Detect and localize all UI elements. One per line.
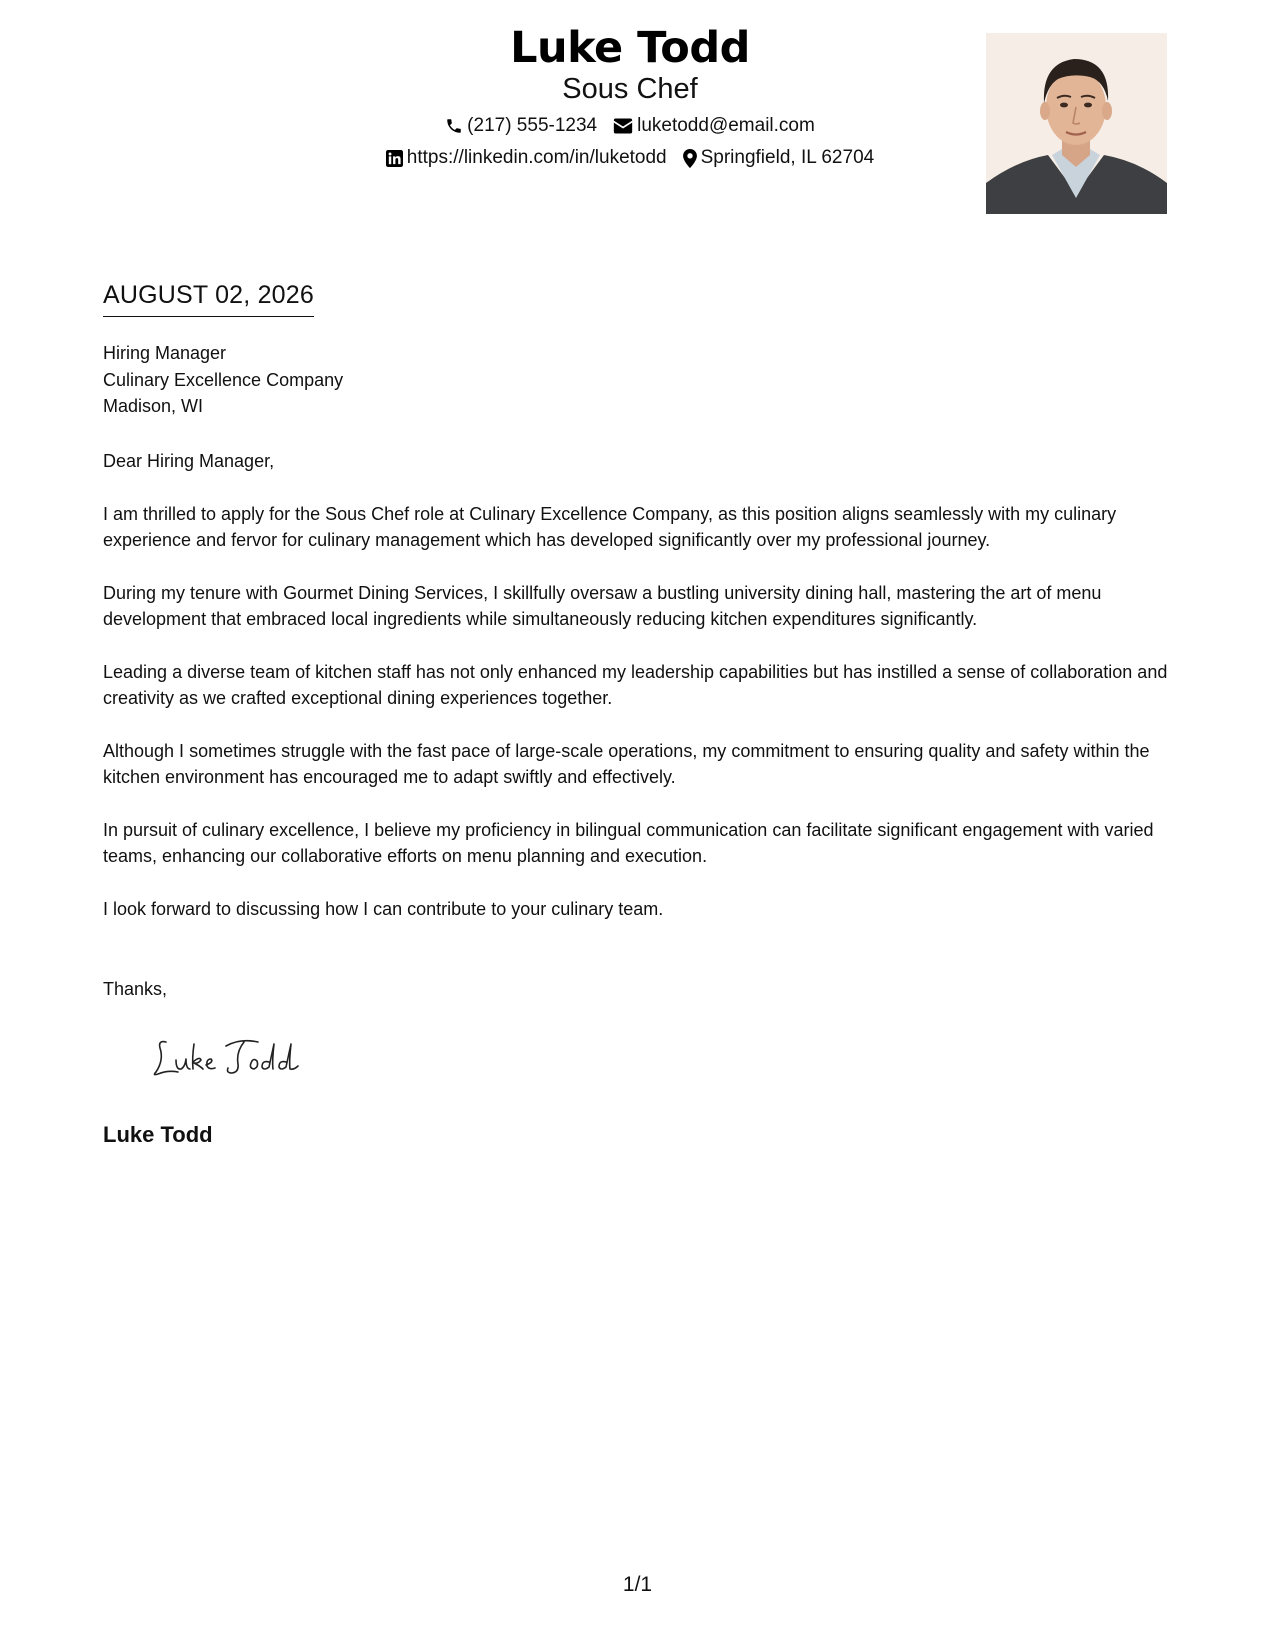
body-paragraph: I am thrilled to apply for the Sous Chef role at Culinary Excellence Company, as this position aligns seamlessly with my culinary experience and fervor for culinary management which has developed significantly over my professional journey. — [103, 503, 1117, 550]
body-paragraph: Although I sometimes struggle with the fast pace of large-scale operations, my commitment to ensuring quality and safety within the kitchen environment has encouraged me to adapt swiftly and effectively. — [103, 740, 1150, 787]
envelope-icon — [613, 118, 633, 134]
applicant-name: Luke Todd — [510, 23, 750, 73]
page-number: 1/1 — [622, 1573, 653, 1596]
contact-linkedin — [386, 146, 667, 170]
signer-name: Luke Todd — [103, 1122, 213, 1147]
contact-email — [613, 114, 815, 138]
phone-icon — [445, 117, 463, 135]
letter-date-block — [103, 279, 314, 317]
recipient-company: Culinary Excellence Company — [103, 369, 344, 390]
phone-number[interactable]: (217) 555-1234 — [467, 115, 598, 136]
salutation: Dear Hiring Manager, — [103, 451, 275, 471]
recipient-block — [103, 340, 343, 420]
applicant-title: Sous Chef — [562, 73, 698, 105]
body-paragraph: During my tenure with Gourmet Dining Services, I skillfully oversaw a bustling university dining hall, mastering the art of menu development that embraced local ingredients while simultaneously reducing kitchen expenditures significantly. — [103, 582, 1102, 629]
recipient-role: Hiring Manager — [103, 343, 227, 363]
body-paragraph: In pursuit of culinary excellence, I believe my proficiency in bilingual communication can facilitate significant engagement with varied teams, enhancing our collaborative efforts on menu planning and execution. — [103, 819, 1154, 866]
closing: Thanks, — [103, 979, 168, 999]
body-paragraph: I look forward to discussing how I can contribute to your culinary team. — [103, 898, 664, 919]
recipient-location: Madison, WI — [103, 396, 204, 416]
location-text: Springfield, IL 62704 — [700, 147, 875, 168]
map-pin-icon — [683, 149, 697, 168]
email-link[interactable]: luketodd@email.com — [637, 115, 815, 136]
linkedin-link[interactable]: https://linkedin.com/in/luketodd — [406, 147, 667, 168]
profile-photo — [986, 33, 1167, 214]
letter-body — [103, 448, 1173, 948]
body-paragraph: Leading a diverse team of kitchen staff has not only enhanced my leadership capabilities but has instilled a sense of collaboration and creativity as we crafted exceptional dining experiences together. — [103, 661, 1168, 708]
contact-location — [683, 146, 875, 170]
handwritten-signature — [148, 1032, 318, 1082]
linkedin-icon — [386, 150, 403, 167]
letter-date: AUGUST 02, 2026 — [103, 279, 314, 317]
contact-phone — [445, 114, 597, 138]
